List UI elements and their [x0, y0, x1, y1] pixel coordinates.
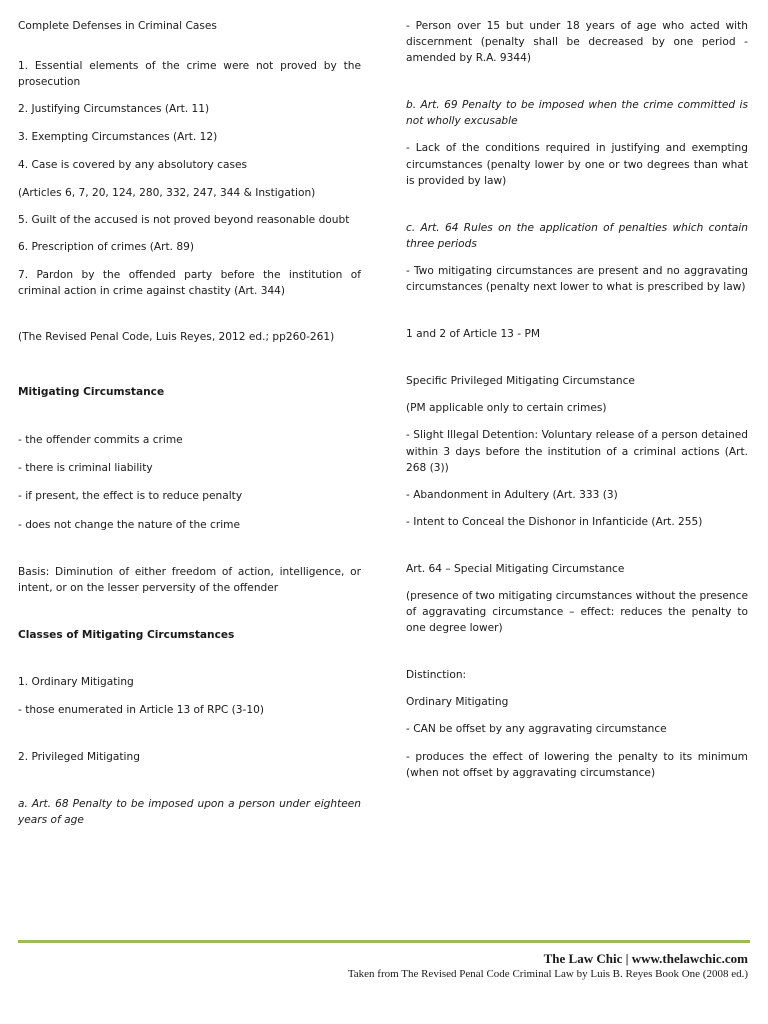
article-13-pm: 1 and 2 of Article 13 - PM — [406, 328, 541, 341]
heading-mitigating: Mitigating Circumstance — [18, 386, 165, 399]
left-column — [18, 18, 361, 828]
defense-4-articles: (Articles 6, 7, 20, 124, 280, 332, 247, 344 & Instigation) — [18, 186, 316, 199]
defense-7: 7. Pardon by the offended party before the institution of criminal action in crime against chastity (Art. 344) — [18, 268, 361, 297]
art-68-desc: - Person over 15 but under 18 years of age who acted with discernment (penalty shall be decreased by one period - amended by R.A. 9344) — [406, 20, 748, 65]
heading-complete-defenses: Complete Defenses in Criminal Cases — [18, 20, 217, 32]
distinction-point-2: - produces the effect of lowering the penalty to its minimum (when not offset by aggravating circumstance) — [406, 750, 748, 779]
art-64-rules: c. Art. 64 Rules on the application of penalties which contain three periods — [406, 221, 748, 250]
specific-pm-note: (PM applicable only to certain crimes) — [406, 402, 607, 415]
specific-pm-1: - Slight Illegal Detention: Voluntary release of a person detained within 3 days before the institution of a criminal actions (Art. 268 (3)) — [406, 429, 748, 474]
art-64-rules-desc: - Two mitigating circumstances are present and no aggravating circumstances (penalty next lower to what is prescribed by law) — [406, 264, 748, 294]
citation-rpc: (The Revised Penal Code, Luis Reyes, 2012 ed.; pp260-261) — [18, 331, 335, 344]
defense-4: 4. Case is covered by any absolutory cases — [18, 159, 248, 172]
class-ordinary: 1. Ordinary Mitigating — [18, 675, 134, 688]
distinction-point-1: - CAN be offset by any aggravating circumstance — [406, 723, 667, 736]
heading-distinction: Distinction: — [406, 669, 467, 682]
heading-special-mitigating: Art. 64 – Special Mitigating Circumstance — [406, 562, 625, 575]
defense-2: 2. Justifying Circumstances (Art. 11) — [18, 103, 210, 116]
footer-divider — [18, 940, 750, 943]
specific-pm-3: - Intent to Conceal the Dishonor in Infanticide (Art. 255) — [406, 515, 703, 528]
mitigating-point-2: - there is criminal liability — [18, 462, 153, 475]
defense-6: 6. Prescription of crimes (Art. 89) — [18, 240, 195, 253]
art-69: b. Art. 69 Penalty to be imposed when the crime committed is not wholly excusable — [406, 99, 748, 128]
mitigating-point-3: - if present, the effect is to reduce penalty — [18, 490, 243, 503]
heading-classes: Classes of Mitigating Circumstances — [18, 628, 235, 641]
class-ordinary-desc: - those enumerated in Article 13 of RPC (3-10) — [18, 703, 264, 716]
mitigating-basis: Basis: Diminution of either freedom of action, intelligence, or intent, or on the lesser perversity of the offender — [18, 565, 361, 594]
art-69-desc: - Lack of the conditions required in justifying and exempting circumstances (penalty lower by one or two degrees than what is provided by law) — [406, 142, 748, 187]
footer-site-title: The Law Chic | www.thelawchic.com — [543, 951, 748, 966]
right-column — [406, 18, 748, 781]
footer-source-note: Taken from The Revised Penal Code Criminal Law by Luis B. Reyes Book One (2008 ed.) — [347, 968, 748, 980]
art-68: a. Art. 68 Penalty to be imposed upon a person under eighteen years of age — [18, 798, 361, 827]
class-privileged: 2. Privileged Mitigating — [18, 751, 140, 764]
defense-3: 3. Exempting Circumstances (Art. 12) — [18, 131, 218, 144]
defense-1: 1. Essential elements of the crime were not proved by the prosecution — [18, 60, 361, 89]
specific-pm-2: - Abandonment in Adultery (Art. 333 (3) — [406, 488, 618, 501]
defense-5: 5. Guilt of the accused is not proved beyond reasonable doubt — [18, 213, 350, 226]
mitigating-point-4: - does not change the nature of the crime — [18, 518, 240, 531]
mitigating-point-1: - the offender commits a crime — [18, 434, 183, 447]
heading-specific-pm: Specific Privileged Mitigating Circumstance — [406, 375, 635, 388]
distinction-ordinary: Ordinary Mitigating — [406, 696, 509, 709]
special-mitigating-desc: (presence of two mitigating circumstances without the presence of aggravating circumstance – effect: reduces the penalty to one degree lower) — [406, 589, 748, 635]
